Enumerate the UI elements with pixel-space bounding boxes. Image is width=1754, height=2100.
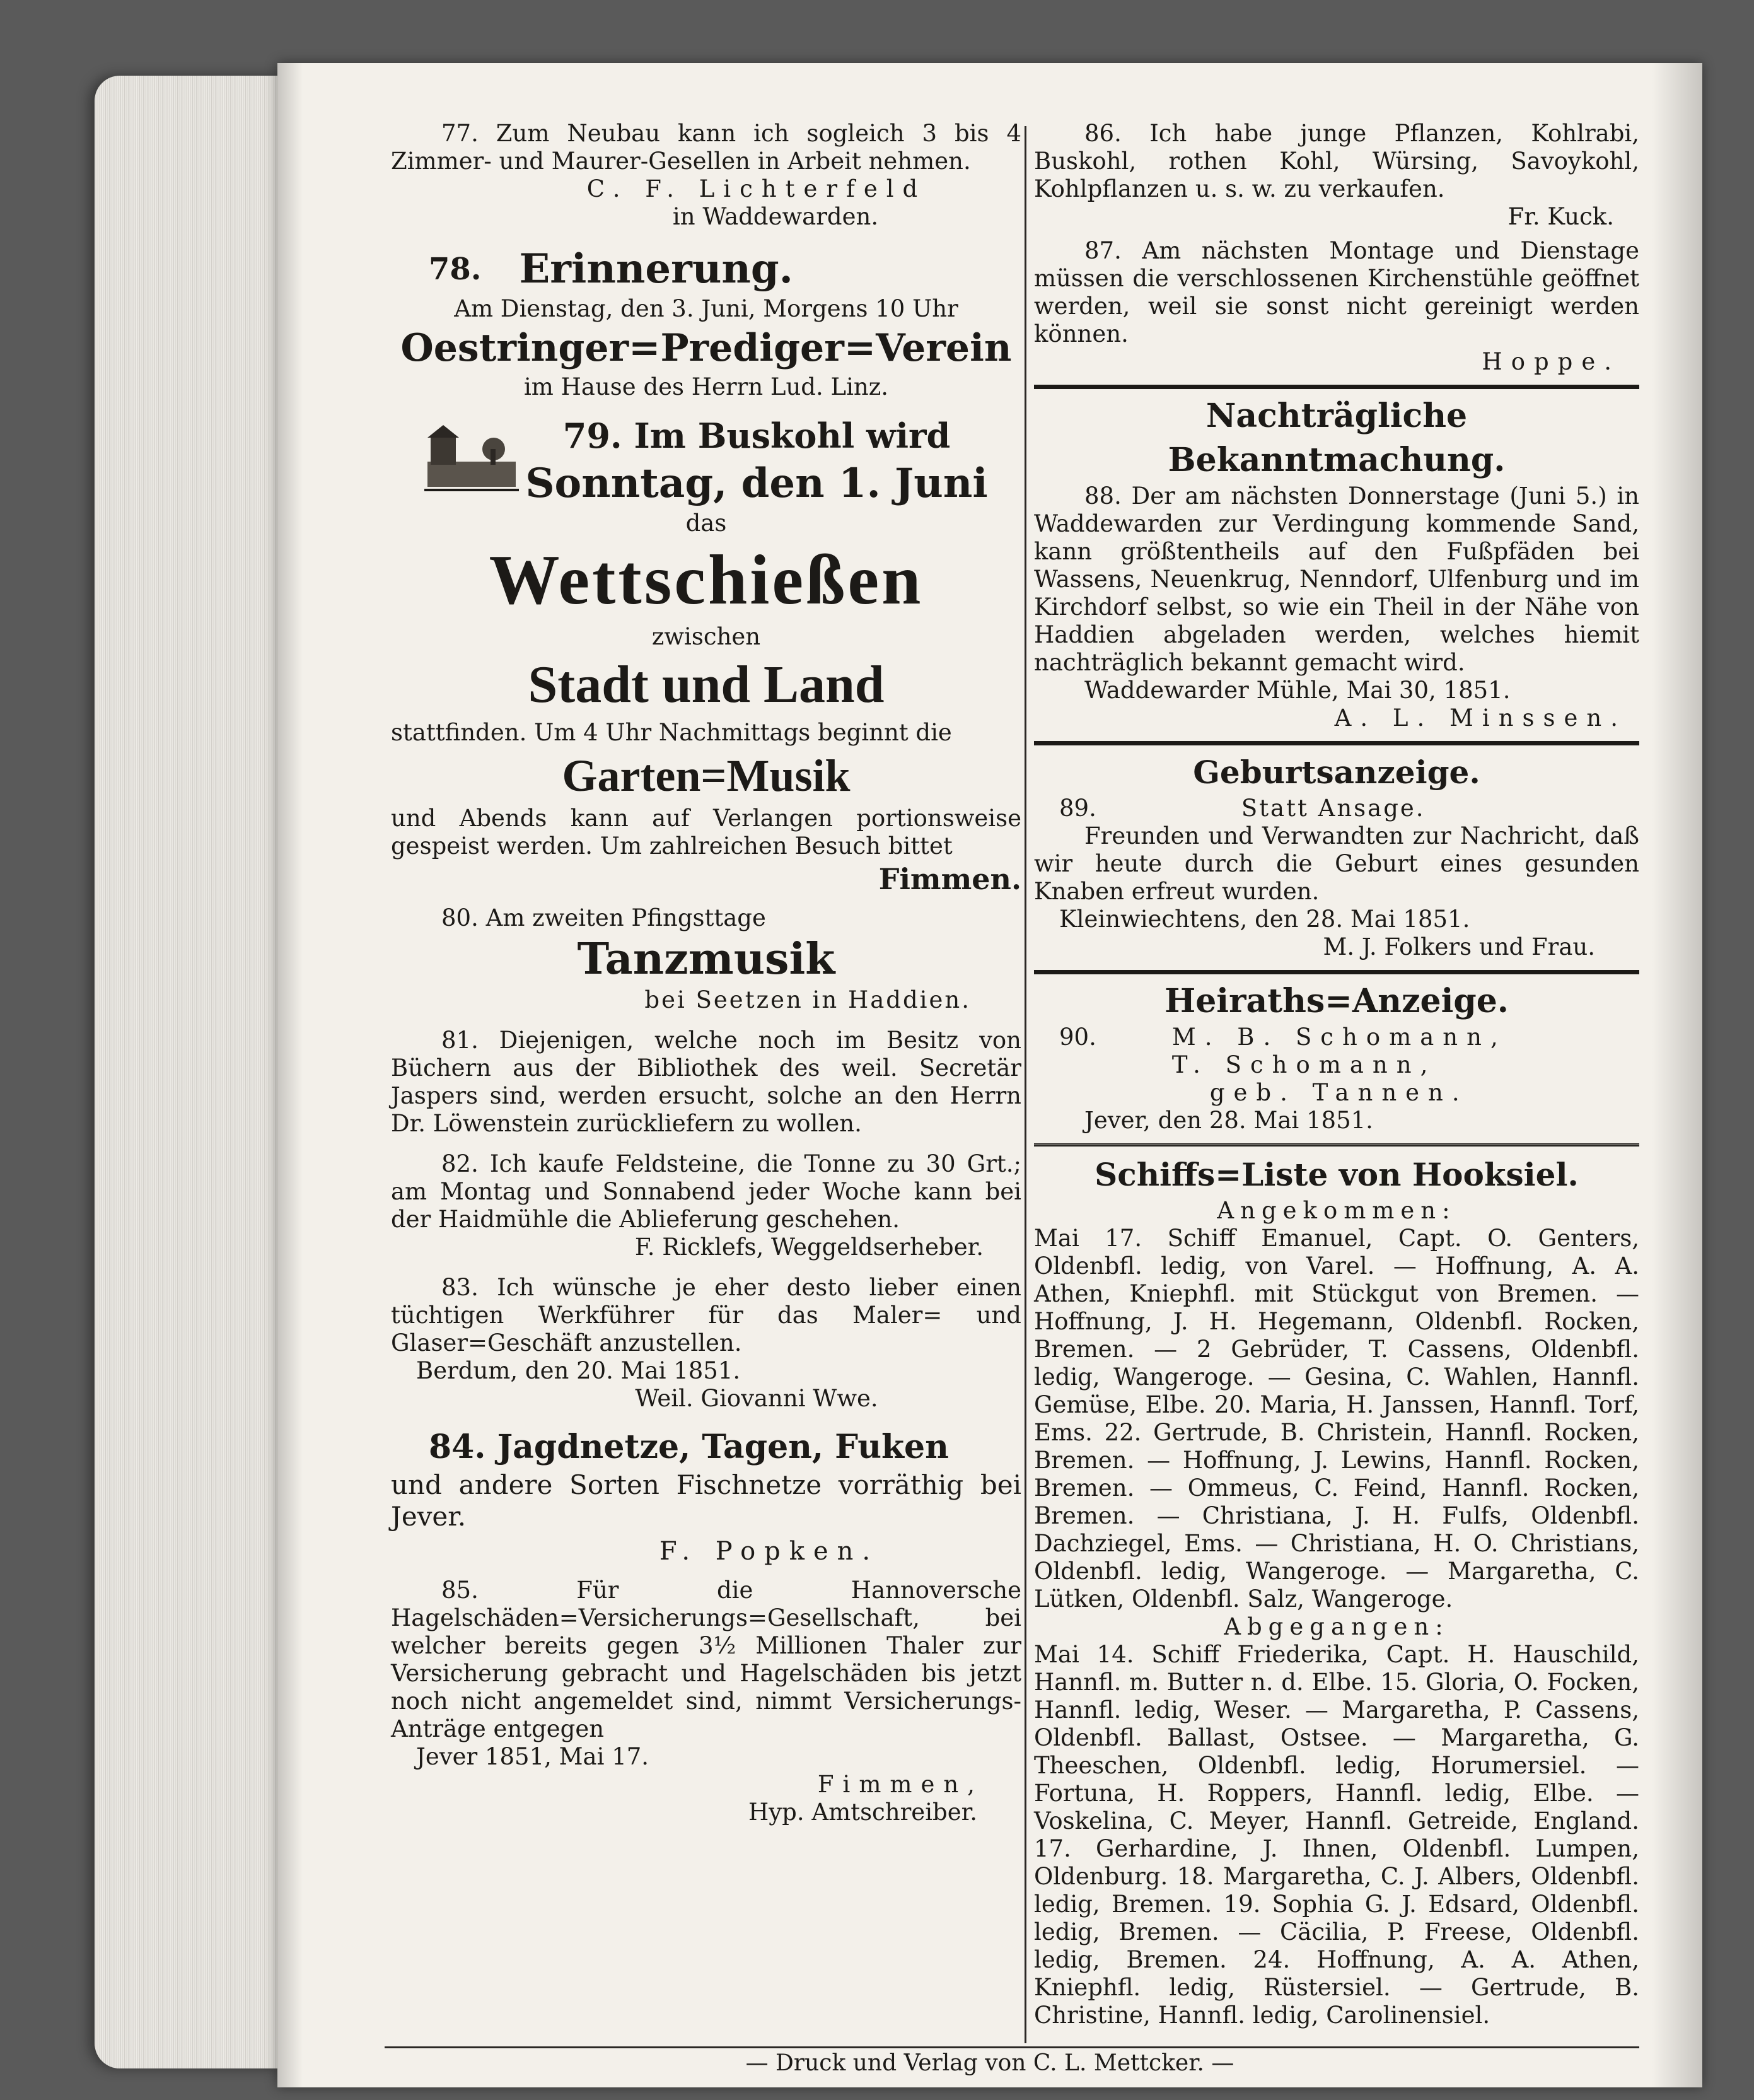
shooting-range-woodcut-icon <box>424 424 519 499</box>
ad-90: Heiraths=Anzeige. 90. M. B. Schomann, T. Schomann, geb. Tannen. Jever, den 28. Mai 1851. <box>1059 982 1509 1134</box>
newspaper-page <box>277 63 1702 2087</box>
ad-87: 87. Am nächsten Montage und Dienstage müssen die verschlossenen Kirchenstühle geöffnet werden, weil sie sonst nicht gereinigt werden können. Hoppe. <box>1034 237 1639 375</box>
section-rule <box>1034 1143 1639 1146</box>
imprint: — Druck und Verlag von C. L. Mettcker. — <box>745 2050 1234 2076</box>
ad-89: Geburtsanzeige. 89. Statt Ansage. Freunden und Verwandten zur Nachricht, daß wir heute durch die Geburt eines gesunden Knaben erfreut wurden. Kleinwiechtens, den 28. Mai 1851. M. J. Folkers und Frau. <box>1034 754 1639 960</box>
section-rule <box>1034 970 1639 974</box>
left-column <box>391 120 1021 1826</box>
ad-82: 82. Ich kaufe Feldsteine, die Tonne zu 30 Grt.; am Montag und Sonnabend jeder Woche kann bei der Haidmühle die Ablieferung geschehen. F. Ricklefs, Weggeldserheber. <box>391 1150 1021 1261</box>
ad-80: 80. Am zweiten Pfingsttage Tanzmusik bei Seetzen in Haddien. <box>441 904 971 1013</box>
ad-81: 81. Diejenigen, welche noch im Besitz von Büchern aus der Bibliothek des weil. Secretär Jaspers sind, werden ersucht, solche an den Herrn Dr. Löwenstein zurückliefern zu wollen. <box>391 1027 1021 1137</box>
section-rule <box>1034 385 1639 389</box>
ship-list: Schiffs=Liste von Hooksiel. Angekommen: Mai 17. Schiff Emanuel, Capt. O. Genters, Oldenbfl. ledig, von Varel. — Hoffnung, A. A. Athen, Kniephfl. mit Stückgut von Bremen. — Hoffnung, J. H. Hegemann, Oldenbfl. Rocken, Bremen. — 2 Gebrüder, T. Cassens, Oldenbfl. ledig, Wangeroge. — Gesina, C. Wahlen, Hannfl. Gemüse, Elbe. 20. Maria, H. Janssen, Hannfl. Torf, Ems. 22. Gertrude, B. Christein, Hannfl. Rocken, Bremen. — Hoffnung, J. Lewins, Hannfl. Rocken, Bremen. — Ommeus, C. Feind, Hannfl. Rocken, Bremen. — Christiana, J. H. Fulfs, Oldenbfl. Dachziegel, Ems. — Christiana, H. O. Christians, Oldenbfl. ledig, Wangeroge. — Margaretha, C. Lütken, Oldenbfl. Salz, Wangeroge. Abgegangen: Mai 14. Schiff Friederika, Capt. H. Hauschild, Hannfl. m. Butter n. d. Elbe. 15. Gloria, O. Focken, Hannfl. ledig, Weser. — Margaretha, P. Cassens, Oldenbfl. Ballast, Ostsee. — Margaretha, G. Theeschen, Oldenbfl. ledig, Horumersiel. — Fortuna, H. Roppers, Hannfl. ledig, Elbe. — Voskelina, C. Meyer, Hannfl. Getreide, England. 17. Gerhardine, J. Ihnen, Oldenbfl. Lumpen, Oldenburg. 18. Margaretha, C. J. Albers, Oldenbfl. ledig, Bremen. 19. Sophia G. J. Edsard, Oldenbfl. ledig, Bremen. — Cäcilia, P. Freese, Oldenbfl. ledig, Bremen. 24. Hoffnung, A. A. Athen, Kniephfl. ledig, Rüstersiel. — Gertrude, B. Christine, Hannfl. ledig, Carolinensiel. <box>1034 1156 1639 2029</box>
column-divider <box>1025 126 1026 2043</box>
ad-84: 84. Jagdnetze, Tagen, Fuken und andere Sorten Fischnetze vorräthig bei Jever. F. Popken. <box>391 1428 1021 1566</box>
right-column <box>1034 120 1639 2029</box>
book-page-edges <box>95 76 284 2068</box>
ad-85: 85. Für die Hannoversche Hagelschäden=Versicherungs=Gesellschaft, bei welcher bereits gegen 3½ Millionen Thaler zur Versicherung gebracht und Hagelschäden bis jetzt noch nicht angemeldet sind, nimmt Versicherungs-Anträge entgegen Jever 1851, Mai 17. Fimmen, Hyp. Amtschreiber. <box>391 1577 1021 1826</box>
ad-78: 78. Erinnerung. Am Dienstag, den 3. Juni, Morgens 10 Uhr Oestringer=Prediger=Verein im Hause des Herrn Lud. Linz. <box>400 245 1012 400</box>
ad-83: 83. Ich wünsche je eher desto lieber einen tüchtigen Werkführer für das Maler= und Glaser=Geschäft anzustellen. Berdum, den 20. Mai 1851. Weil. Giovanni Wwe. <box>391 1274 1021 1412</box>
ad-77: 77. Zum Neubau kann ich sogleich 3 bis 4 Zimmer- und Maurer-Gesellen in Arbeit nehmen. C. F. Lichterfeld in Waddewarden. <box>391 120 1021 230</box>
section-rule <box>1034 741 1639 745</box>
ad-79: 79. Im Buskohl wird Sonntag, den 1. Juni das Wettschießen zwischen Stadt und Land stattfinden. Um 4 Uhr Nachmittags beginnt die Garten=Musik und Abends kann auf Verlangen portionsweise gespeist werden. Um zahlreichen Besuch bittet Fimmen. <box>391 416 1021 896</box>
footer-rule <box>385 2046 1639 2048</box>
ad-86: 86. Ich habe junge Pflanzen, Kohlrabi, Buskohl, rothen Kohl, Würsing, Savoykohl, Kohlpflanzen u. s. w. zu verkaufen. Fr. Kuck. <box>1034 120 1639 230</box>
ad-88: Nachträgliche Bekanntmachung. 88. Der am nächsten Donnerstage (Juni 5.) in Waddewarden zur Verdingung kommende Sand, kann größtentheils auf den Fußpfäden bei Wassens, Neuenkrug, Nenndorf, Ulfenburg und im Kirchdorf selbst, so wie ein Theil in der Nähe von Haddien abgeladen werden, welches hiemit nachträglich bekannt gemacht wird. Waddewarder Mühle, Mai 30, 1851. A. L. Minssen. <box>1034 397 1639 732</box>
